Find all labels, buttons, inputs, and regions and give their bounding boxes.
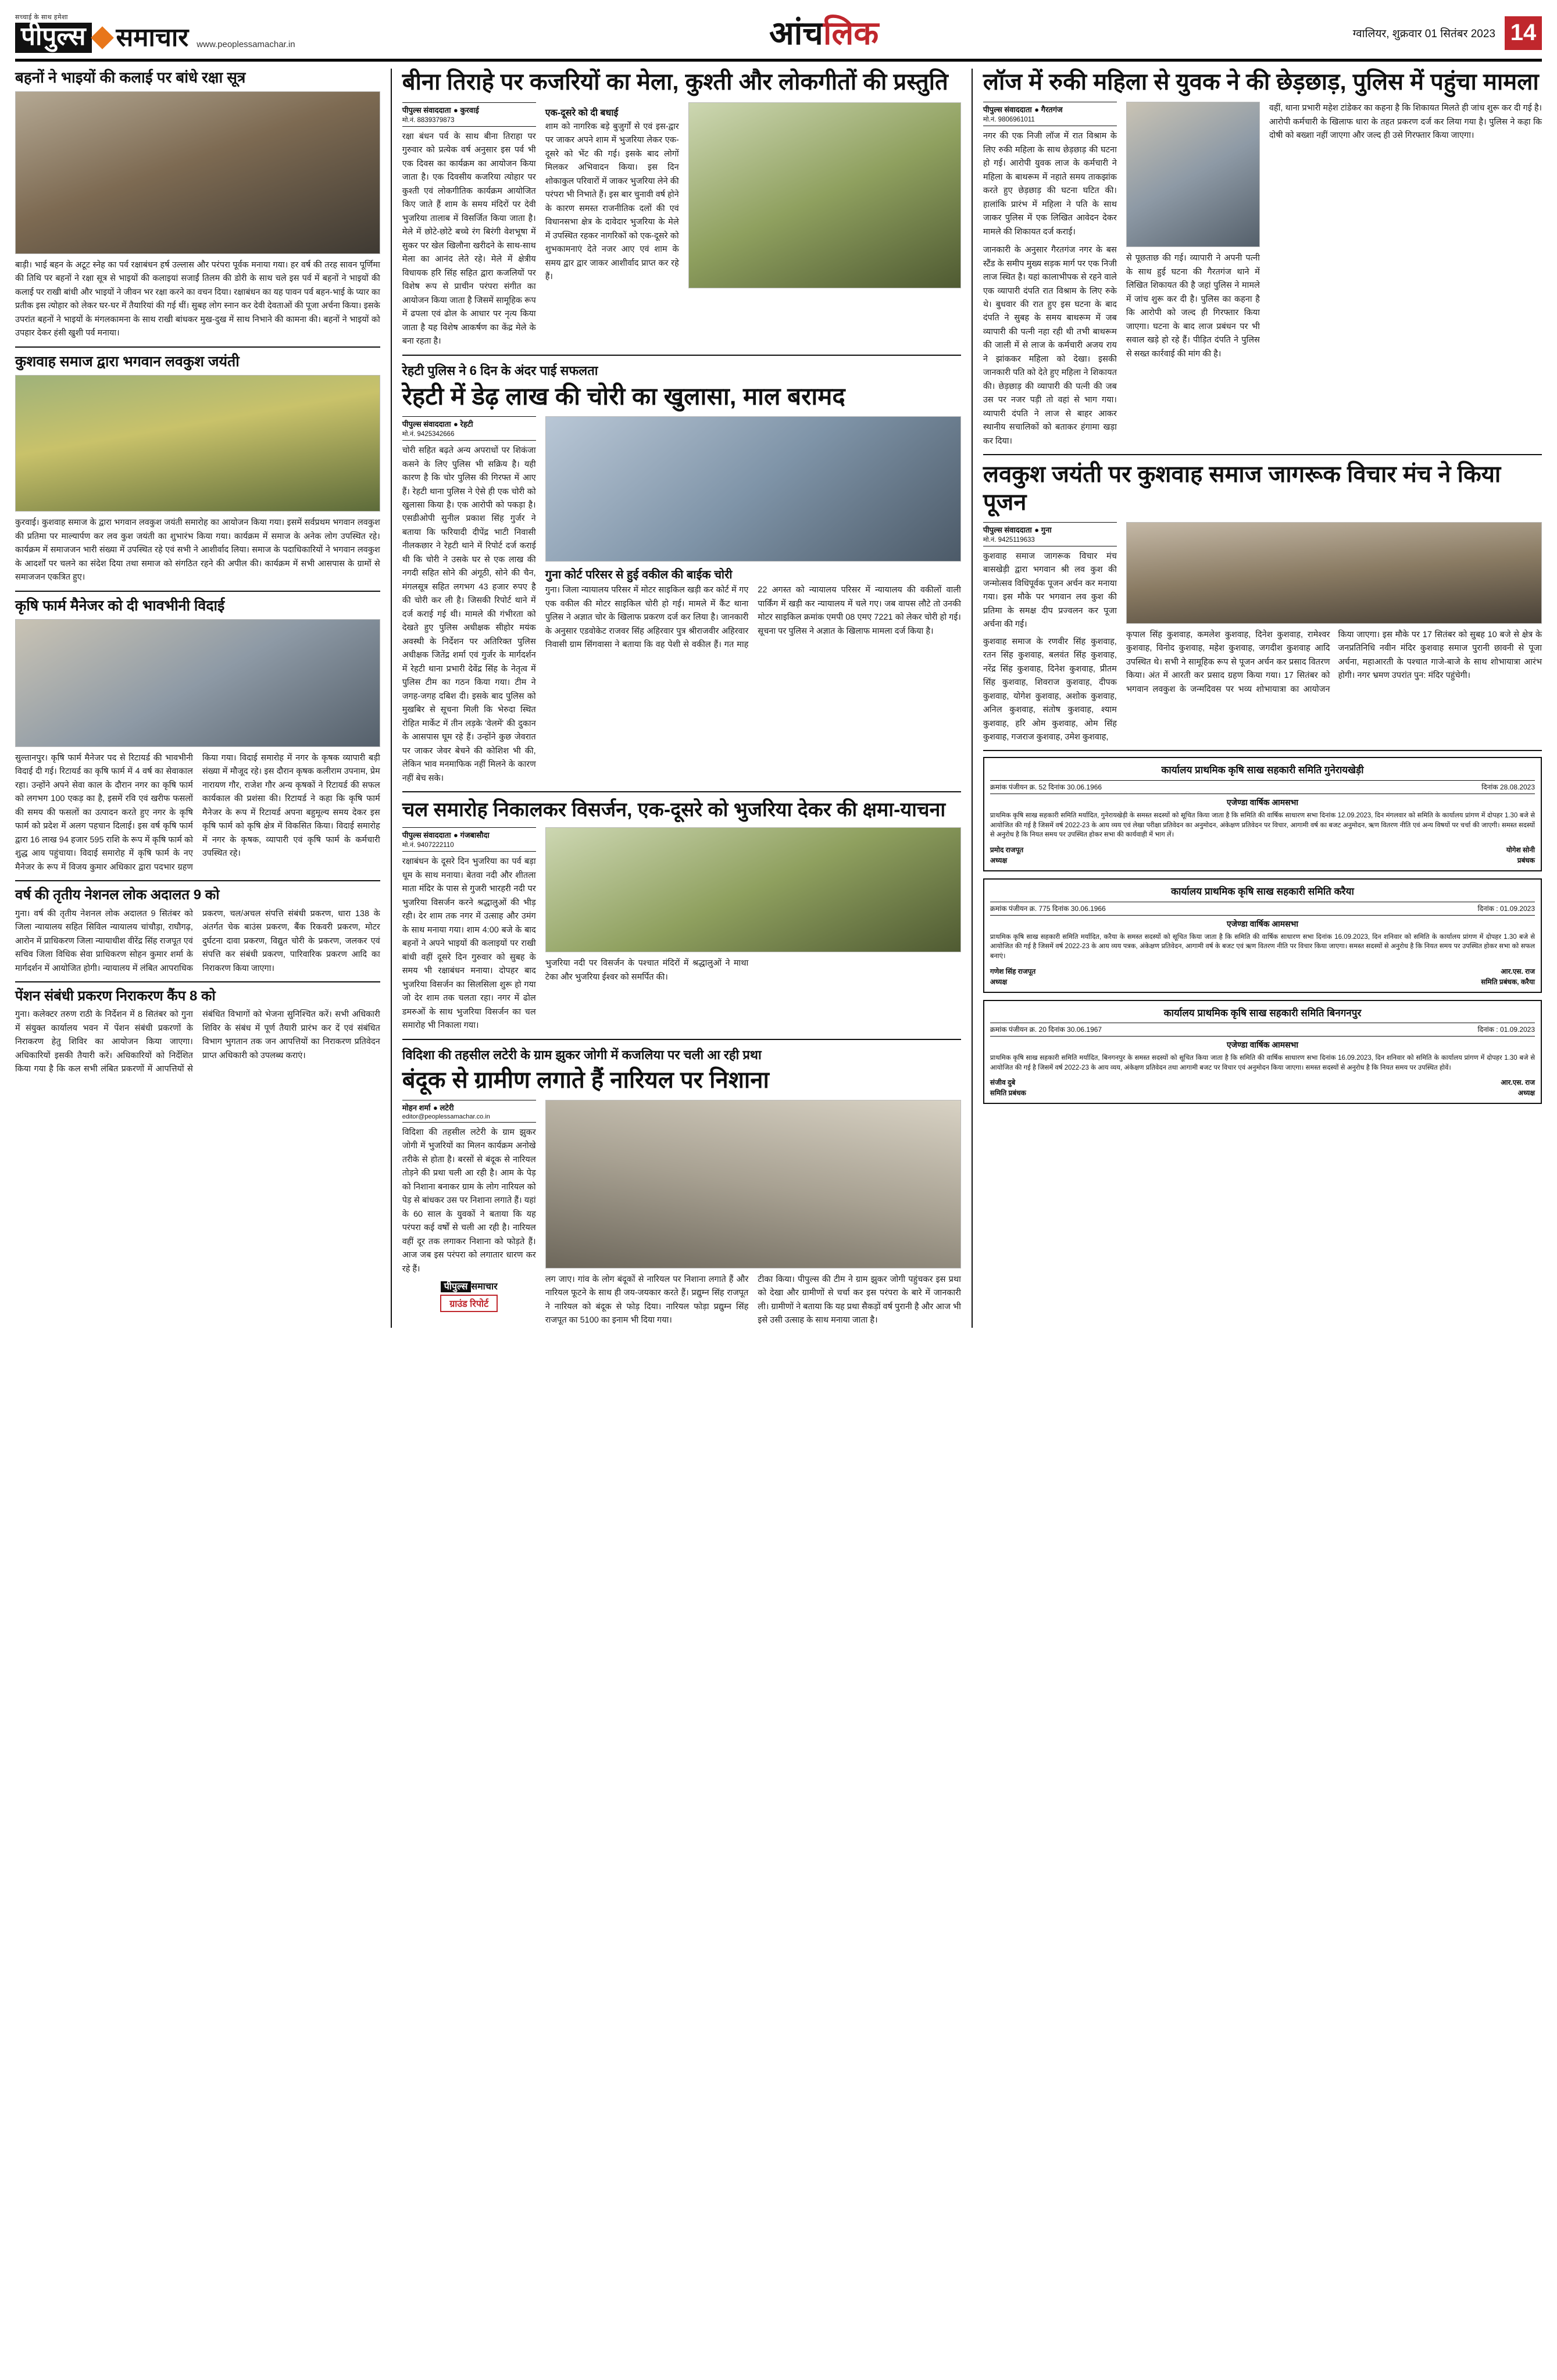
article-kajri-body2: शाम को नागरिक बड़े बुजुर्गों से एवं इस-द्वार पर जाकर अपने शाम में भुजरिया लेकर एक-दूसरे को भेंट की गई। इसके बाद लोगों मिलकर अभिवादन किया। इस दिन शोकाकुल परिवारों में जाकर भुजरिया लेने की परंपरा भी निभाते हैं। इस बार चुनावी वर्ष होने के कारण समस्त राजनीतिक दलों की एवं विधानसभा क्षेत्र के दावेदार भुजरिया के मेले में उपस्थित रहकर नागरिकों को एक-दूसरे को शुभकामनाएं देते नजर आए एवं शाम के समय द्वार द्वार जाकर आशीर्वाद प्राप्त कर रहे हैं।	[545, 122, 679, 282]
article-pension-camp-headline: पेंशन संबंधी प्रकरण निराकरण कैंप 8 को	[15, 988, 216, 1005]
byline-mobile: मो.नं. 8839379873	[402, 117, 455, 124]
section-title-part1: आंच	[769, 14, 823, 51]
byline-mobile: मो.नं. 9425342666	[402, 431, 455, 438]
article-coconut-kicker: विदिशा की तहसील लटेरी के ग्राम झुकर जोगी में कजलिया पर चली आ रही प्रथा	[402, 1047, 762, 1062]
article-lodge-photo	[1126, 102, 1260, 247]
article-coconut-photo	[545, 1100, 961, 1268]
article-kajri-col1	[402, 102, 536, 349]
masthead-right	[1353, 16, 1542, 50]
article-lodge-harassment	[983, 69, 1542, 448]
ad-sign-name-1: गणेश सिंह राजपूत	[990, 967, 1036, 975]
article-rehti-sub: गुना कोर्ट परिसर से हुई वकील की बाईक चोरी	[545, 569, 733, 582]
ad-sign-role-1: अध्यक्ष	[990, 977, 1008, 986]
masthead-tagline: सच्चाई के साथ हमेशा	[15, 14, 68, 21]
article-visarjan-body1: रक्षाबंधन के दूसरे दिन भुजरिया का पर्व बड़ा धूम के साथ मनाया। बेतवा नदी और शीतला माता मंदिर के पास से गुजरी भारहरी नदी पर भुजरिया विसर्जन करने श्रद्धालुओं की भीड़ रही। देर शाम तक नगर में उत्साह और उमंग के साथ मनाया गया। शाम 4:00 बजे के बाद बहनों ने अपने भाइयों की कलाइयों पर राखी बांधी वहीं दूसरे दिन गुरुवार को सुबह के समय भी रक्षाबंधन मनाया। दोपहर बाद भुजरिया विसर्जन का सिलसिला शुरू हो गया जो देर शाम तक चलता रहा। नगर में ढोल डमरुओं के साथ भुजरिया विसर्जन का चल समारोह भी निकाला गया।	[402, 857, 536, 1031]
column-center	[402, 69, 961, 1328]
byline-name: पीपुल्स संवाददाता	[402, 106, 451, 115]
article-visarjan	[402, 798, 961, 1032]
ad-registration: क्रमांक पंजीयन क्र. 52 दिनांक 30.06.1966	[990, 782, 1102, 791]
article-visarjan-body2: भुजरिया नदी पर विसर्जन के पश्चात मंदिरों में श्रद्धालुओं ने माथा टेका और भुजरिया ईश्वर को समर्पित की।	[545, 959, 749, 982]
ad-sign-name-1: संजीव दुबे	[990, 1078, 1016, 1087]
article-coconut-body2: लग जाए। गांव के लोग बंदूकों से नारियल पर निशाना लगाते हैं और नारियल फूटने के साथ ही जय-जयकार करते हैं। प्रद्युम्न सिंह राजपूत ने नारियल को बंदूक से फोड़ दिया। नारियल फोड़ा प्रद्युम्न सिंह राजपूत का 5100 का इनाम भी दिया गया।	[545, 1274, 749, 1325]
reporter-place: लटेरी	[440, 1103, 454, 1112]
ad-sign-role-2: समिति प्रबंधक, करैया	[1481, 977, 1535, 986]
article-kajri-headline: बीना तिराहे पर कजरियों का मेला, कुश्ती और लोकगीतों की प्रस्तुति	[402, 69, 948, 95]
byline-place: कुरवाई	[460, 106, 479, 115]
publication-logo	[15, 13, 188, 53]
byline-name: पीपुल्स संवाददाता	[402, 420, 451, 429]
article-rehti-col1	[402, 416, 536, 785]
article-rehti-body2: गुना। जिला न्यायालय परिसर में मोटर साइकिल खड़ी कर कोर्ट में गए एक वकील की मोटर साइकिल चोरी हो गई। मामले में कैंट थाना पुलिस ने अज्ञात चोर के खिलाफ प्रकरण दर्ज कर लिया है। जानकारी के अनुसार एडवोकेट राजवर सिंह अहिरवार पुत्र श्रीराजवीर अहिरवार निवासी ग्राम सिंगवासा ने बताया कि वह पेशी से वकील हैं। गत माह 22 अगस्त को न्यायालय परिसर में न्यायालय की वकीलों वाली पार्किंग में खड़ी कर न्यायालय में चले गए। जब वापस लौटे तो उनकी मोटर साइकिल क्रमांक एमपी 08 एमए 7221 को लेकर चोरी हो गई। सूचना पर पुलिस ने अज्ञात के खिलाफ मामला दर्ज किया है।	[545, 585, 961, 649]
article-lavkush-byline: पीपुल्स संवाददाता ● गुना मो.नं. 9425119633	[983, 522, 1117, 546]
brand-diamond-icon	[91, 26, 114, 49]
article-lavkush-columns	[983, 522, 1542, 745]
article-kajri-photo-wrap	[688, 102, 961, 349]
article-lok-adalat-headline: वर्ष की तृतीय नेशनल लोक अदालत 9 को	[15, 887, 220, 903]
article-visarjan-col1	[402, 827, 536, 1032]
article-coconut-right	[545, 1100, 961, 1328]
byline-mobile: मो.नं. 9425119633	[983, 536, 1035, 544]
ad-sign-role-2: अध्यक्ष	[1517, 1089, 1535, 1098]
article-rakhi-body: बाड़ी। भाई बहन के अटूट स्नेह का पर्व रक्षाबंधन हर्ष उल्लास और परंपरा पूर्वक मनाया गया। हर वर्ष की तरह सावन पूर्णिमा की तिथि पर बहनों ने रक्षा सूत्र से भाइयों की कलाइयां सजाईं तिलम की डोरी के साथ चले इस पर्व में बहनों ने भाइयों की कलाई पर राखी बांधी और भाइयों ने जीवन भर रक्षा करने का वचन दिया। रक्षाबंधन का यह पावन पर्व बहन-भाई के प्यार का प्रतीक इस त्योहार को लेकर घर-घर में तैयारियां की गई थीं। सुबह लोग स्नान कर देवी देवताओं की पूजा अर्चना किया। इसके उपरांत बहनों ने भाइयों के मंगलकामना के साथ राखी बांधकर मुख-दुख में साथ निभाने की कामना की। बहनों ने भाइयों को उपहार देकर हंसी खुशी पर्व मनाया।	[15, 260, 380, 338]
article-farm-manager-body: सुल्तानपुर। कृषि फार्म मैनेजर पद से रिटायर्ड की भावभीनी विदाई दी गई। रिटायर्ड का कृषि फार्म में 4 वर्ष का सेवाकाल रहा। उन्होंने अपने सेवा काल के दौरान नगर का कृषि फार्म को लगभग 100 एकड़ का है, इसमें रवि एवं खरीफ फसलों की समय की फसलों का उत्पादन करते हुए नगर के कृषि फार्म को प्रदेश में अलग पहचान दिलाई। इस वर्ष कृषि फार्म द्वारा 16 लाख 94 हजार 595 राशि के रूप में कृषि फार्म को शुद्ध आय पहुंचाया। विदाई समारोह में कृषि फार्म के नए मैनेजर के रूप में विजय कुमार अधिकार द्वारा पदभार ग्रहण किया गया। विदाई समारोह में नगर के कृषक व्यापारी बड़ी संख्या में मौजूद रहे। इस दौरान कृषक कलीराम उपनाम, प्रेम नारायण गौर, राजेश गौर अन्य कृषकों ने रिटायर्ड की सफल कार्यकाल की प्रशंसा की। रिटायर्ड ने कहा कि कृषि फार्म मैनेजर के रूप में रिटायर्ड अपना बहुमूल्य समय देकर इस कृषि फार्म को कृषि क्षेत्र में विकसित किया। विदाई समारोह में नगर के कृषक, व्यापारी एवं कृषि फार्म के कर्मचारी उपस्थित रहे।	[15, 753, 380, 872]
article-lodge-body2: जानकारी के अनुसार गैरतगंज नगर के बस स्टैंड के समीप मुख्य सड़क मार्ग पर एक निजी लाज स्थित है। यहां कालाभीपक से रहने वाले एक व्यापारी दंपति रात विश्राम के लिए रुके थे। बुधवार की रात हुए इस घटना के बाद दंपति ने सुबह के समय बाथरूम में जब व्यापारी की पत्नी नहा रही थी तभी बाथरूम की जाली में से लाज के कर्मचारी अजय राय ने झांककर महिला को देखा। इसकी जानकारी पति को देते हुए महिला ने शिकायत की। छेड़छाड़ की व्यापारी की पत्नी की जब उस पर नजर पड़ी तो वहां से भाग गया। व्यापारी दंपति ने लाज से बाहर आकर स्थानीय सचालिकों को बताकर हंगामा खड़ा कर दिया।	[983, 245, 1117, 446]
article-rehti-headline: रेहटी में डेढ़ लाख की चोरी का खुलासा, माल बरामद	[402, 382, 845, 410]
ad-sign-role-2: प्रबंधक	[1517, 856, 1535, 864]
article-kushwah-jayanti	[15, 353, 380, 585]
column-divider-2	[972, 69, 973, 1328]
article-kajri-sub1: एक-दूसरे को दी बधाई	[545, 108, 619, 118]
ground-report-badge	[402, 1280, 536, 1312]
byline-place: गुना	[1041, 525, 1052, 534]
reporter-name: मोहन शर्मा	[402, 1103, 431, 1112]
brand-samachar: समाचार	[116, 23, 189, 52]
article-visarjan-byline: पीपुल्स संवाददाता ● गंजबासौदा मो.नं. 9407222110	[402, 827, 536, 852]
ad-sign-role-1: समिति प्रबंधक	[990, 1089, 1026, 1098]
article-coconut-headline: बंदूक से ग्रामीण लगाते हैं नारियल पर निशाना	[402, 1067, 769, 1093]
article-coconut-body1: विदिशा की तहसील लटेरी के ग्राम झुकर जोगी में भुजरियों का मिलन कार्यक्रम अनोखे तरीके से होता है। बरसों से बंदूक से नारियल तोड़ने की प्रथा चली आ रही है। आम के पेड़ को निशाना बनाकर ग्राम के लोग नारियल को पेड़ से बांधकर उस पर निशाना लगाते हैं। यहां के 60 साल के युवकों ने बताया कि यह परंपरा कई वर्षों से चली आ रही है। नारियल वहीं दूर तक लगाकर निशाना को फोड़ते हैं। आज जब इस परंपरा को लगातार धारण कर रहे हैं।	[402, 1127, 536, 1274]
ad-title: कार्यालय प्राथमिक कृषि साख सहकारी समिति करैया	[1171, 886, 1354, 897]
ad-date: दिनांक : 01.09.2023	[1477, 1025, 1535, 1034]
article-lavkush-photo	[1126, 522, 1542, 624]
article-rehti-right	[545, 416, 961, 785]
article-visarjan-right	[545, 827, 961, 1032]
article-kajri-columns	[402, 102, 961, 349]
ad-date: दिनांक : 01.09.2023	[1477, 904, 1535, 913]
article-lavkush-col1	[983, 522, 1117, 745]
article-lavkush-pujan	[983, 461, 1542, 744]
article-visarjan-columns	[402, 827, 961, 1032]
article-rehti-theft	[402, 362, 961, 785]
article-coconut-gun	[402, 1046, 961, 1328]
page-content	[15, 69, 1542, 1328]
ad-sign-name-2: आर.एस. राज	[1501, 1078, 1535, 1087]
masthead-left	[15, 13, 295, 53]
article-farm-manager-headline: कृषि फार्म मैनेजर को दी भावभीनी विदाई	[15, 597, 225, 614]
article-lodge-headline: लॉज में रुकी महिला से युवक ने की छेड़छाड़, पुलिस में पहुंचा मामला	[983, 69, 1539, 95]
article-lok-adalat-body: गुना। वर्ष की तृतीय नेशनल लोक अदालत 9 सितंबर को जिला न्यायालय सहित सिविल न्यायालय चांचौड़ा, राघौगढ़, आरोन में प्राधिकरण जिला न्यायाधीश वीरेंद्र सिंह राजपूत एवं सचिव जिला विधिक सेवा प्राधिकरण सोहन कुमार शर्मा के मार्गदर्शन में आयोजित होगी। न्यायालय में लंबित आपराधिक प्रकरण, चल/अचल संपत्ति संबंधी प्रकरण, धारा 138 के अंतर्गत चेक बाउंस प्रकरण, बैंक रिकवरी प्रकरण, मोटर दुर्घटना दावा प्रकरण, विद्युत चोरी के प्रकरण, जलकर एवं संपत्ति कर संबंधी प्रकरण, पारिवारिक प्रकरण आदि का निराकरण किया जाएगा।	[15, 909, 380, 973]
edition-date: ग्वालियर, शुक्रवार 01 सितंबर 2023	[1352, 27, 1495, 40]
article-visarjan-photo	[545, 827, 961, 952]
article-lodge-columns	[983, 102, 1542, 448]
article-pension-camp	[15, 988, 380, 1077]
masthead	[15, 13, 1542, 62]
ad-subtitle: एजेण्डा वार्षिक आमसभा	[1226, 1040, 1299, 1050]
byline-name: पीपुल्स संवाददाता	[983, 105, 1032, 115]
ad-date: दिनांक 28.08.2023	[1481, 782, 1535, 791]
article-visarjan-headline: चल समारोह निकालकर विसर्जन, एक-दूसरे को भुजरिया देकर की क्षमा-याचना	[402, 799, 946, 821]
ad-registration: क्रमांक पंजीयन क्र. 20 दिनांक 30.06.1967	[990, 1025, 1102, 1034]
article-kushwah-body: कुरवाई। कुशवाह समाज के द्वारा भगवान लवकुश जयंती समारोह का आयोजन किया गया। इसमें सर्वप्रथम भगवान लवकुश की प्रतिमा पर माल्यार्पण कर लव कुश जयंती का शुभारंभ किया गया। कार्यक्रम में समाज के अनेक लोग उपस्थित रहे। कार्यक्रम में समाजजन भारी संख्या में उपस्थित रहे एवं सभी ने आशीर्वाद लिया। समाज के पदाधिकारियों ने भगवान लवकुश के आदर्शों पर चलने का संदेश दिया तथा समाज को संगठित रहने की अपील की। कार्यक्रम में सभी आसपास के ग्रामों से समाजजन एकत्रित हुए।	[15, 518, 380, 583]
section-title-part2: लिक	[823, 14, 879, 51]
ad-samiti-gunerayakhedi	[983, 757, 1542, 871]
ad-sign-role-1: अध्यक्ष	[990, 856, 1008, 864]
ad-sign-name-1: प्रमोद राजपूत	[990, 846, 1024, 854]
website-url: www.peoplessamachar.in	[197, 40, 295, 49]
ad-title: कार्यालय प्राथमिक कृषि साख सहकारी समिति बिनगनपुर	[1163, 1007, 1362, 1019]
article-rakhi-photo	[15, 91, 380, 254]
article-rehti-photo	[545, 416, 961, 562]
article-pension-camp-body: गुना। कलेक्टर तरुण राठी के निर्देशन में 8 सितंबर को गुना में संयुक्त कार्यालय भवन में पेंशन संबंधी प्रकरणों के निराकरण हेतु शिविर का आयोजन किया जाएगा। अधिकारियों इसकी तैयारी करें। अधिकारियों को निर्देशित किया गया है कि कल सभी लंबित प्रकरणों में आपत्तियों से संबंधित विभागों को भेजना सुनिश्चित करें। सभी अधिकारी शिविर के संबंध में पूर्ण तैयारी प्रारंभ कर दें एवं संबंधित विभाग भुगतान तक जन आपत्तियों का निराकरण प्रतिवेदन प्राप्त अधिकारी को उपलब्ध कराएं।	[15, 1010, 380, 1074]
article-farm-manager-photo	[15, 619, 380, 747]
article-rehti-body1: चोरी सहित बढ़ते अन्य अपराधों पर शिकंजा कसने के लिए पुलिस भी सक्रिय है। यही कारण है कि चोर पुलिस की गिरफ्त में आए हैं। रेहटी थाना पुलिस ने ऐसे ही एक चोरी को खुलासा किया है। एक आरोपी को पकड़ा है। एसडीओपी सुनील प्रकाश सिंह गुर्जर ने बताया कि फरियादी दीपेंद्र भाटी निवासी नीलकछार ने रेहटी थाने में रिपोर्ट दर्ज कराई थी कि चोरी ने उसके घर से एक लाख की नगदी सहित सोने की अंगूठी, सोने की चैन, मंगलसूत्र सहित लगभग 43 हजार रुपए है की चोरी कर ली है। जिसकी रिपोर्ट थाने में दर्ज कराई गई थी। मामले की गंभीरता को देखते हुए पुलिस अधीक्षक सीहोर मयंक अवस्थी के निर्देशन पर अतिरिक्त पुलिस अधीक्षक जितेंद्र शर्मा एवं गुर्जर के मार्गदर्शन में रेहटी थाना प्रभारी देवेंद्र सिंह के नेतृत्व में पुलिस टीम का गठन किया गया। टीम ने जगह-जगह दबिश दी। इसके बाद पुलिस को मुखबिर से सूचना मिली कि भेरुदा स्थित रोहित मार्केट में तीन लड़के 'वेलमें' की दुकान के आसपास घूम रहे हैं। उन्होंने कुछ जेवरात पर जाकर जेवर बेचने की कोशिश भी की, लेकिन भाव मनमाफिक नहीं मिलने के कारण नहीं बेच सके।	[402, 446, 536, 783]
ad-body: प्राथमिक कृषि साख सहकारी समिति मर्यादित, गुनेरायखेड़ी के समस्त सदस्यों को सूचित किया जाता है कि समिति की वार्षिक साधारण सभा दिनांक 12.09.2023, दिन मंगलवार को समिति के कार्यालय प्रांगण में दोपहर 1.30 बजे से आयोजित की गई है जिसमें वर्ष 2022-23 के आय व्यय एवं लेखा परीक्षा प्रतिवेदन का अनुमोदन, अंकेक्षण प्रतिवेदन पर विचार, आगामी वर्ष का बजट अनुमोदन, ऋण वितरण नीति एवं अन्य विषयों पर चर्चा की जाएगी। समस्त सदस्यों से अनुरोध है कि नियत समय पर उपस्थित होकर सभा की कार्यवाही में भाग लें।	[990, 812, 1535, 839]
article-kajri-photo	[688, 102, 961, 288]
byline-name: पीपुल्स संवाददाता	[402, 831, 451, 840]
article-lodge-col3	[1269, 102, 1542, 448]
ad-title: कार्यालय प्राथमिक कृषि साख सहकारी समिति गुनेरायखेड़ी	[1161, 764, 1364, 776]
article-lodge-body4: वहीं, थाना प्रभारी महेश टांडेकर का कहना है कि शिकायत मिलते ही जांच शुरू कर दी गई है। आरोपी कर्मचारी के खिलाफ धारा के तहत प्रकरण दर्ज कर लिया गया है। पुलिस ने कहा कि दोषी को बख्शा नहीं जाएगा और जल्द ही उसे गिरफ्तार किया जाएगा।	[1269, 103, 1542, 141]
byline-name: पीपुल्स संवाददाता	[983, 525, 1032, 534]
article-lodge-byline: पीपुल्स संवाददाता ● गैरतगंज मो.नं. 9806961011	[983, 102, 1117, 126]
column-left	[15, 69, 380, 1328]
ad-subtitle: एजेण्डा वार्षिक आमसभा	[1226, 919, 1299, 928]
badge-ground-report: ग्राउंड रिपोर्ट	[440, 1295, 498, 1312]
article-kushwah-photo	[15, 375, 380, 512]
ad-subtitle: एजेण्डा वार्षिक आमसभा	[1226, 797, 1299, 807]
classified-ads	[983, 757, 1542, 1111]
badge-brand-samachar: समाचार	[471, 1282, 498, 1292]
article-kushwah-headline: कुशवाह समाज द्वारा भगवान लवकुश जयंती	[15, 353, 240, 370]
reporter-email: editor@peoplessamachar.co.in	[402, 1113, 490, 1120]
article-coconut-col1	[402, 1100, 536, 1328]
article-lok-adalat	[15, 887, 380, 975]
ad-samiti-karaiya	[983, 878, 1542, 993]
page-number: 14	[1505, 16, 1542, 50]
article-coconut-columns	[402, 1100, 961, 1328]
article-lodge-col2	[1126, 102, 1260, 448]
article-lodge-body3: से पूछताछ की गई। व्यापारी ने अपनी पत्नी के साथ हुई घटना की गैरतगंज थाने में लिखित शिकायत की है जहां पुलिस ने मामले में जांच शुरू कर दी है। पुलिस का कहना है कि आरोपी को जल्द ही गिरफ्तार किया जाएगा। घटना के बाद लाज प्रबंधन पर भी सवाल खड़े हो रहे हैं। पीड़ित दंपति ने पुलिस से सख्त कार्रवाई की मांग की है।	[1126, 253, 1260, 359]
article-kajri-body1: रक्षा बंधन पर्व के साथ बीना तिराहा पर गुरुवार को प्रत्येक वर्ष अनुसार इस पर्व भी एक दिवस का कार्यक्रम का आयोजन किया जाता है। एक दिवसीय कजरिया त्योहार पर कुश्ती एवं लोकगीतिक कार्यक्रम आयोजित किए जाते हैं शाम के समय मंदिरों पर देवी भुजरिया तालाब में विसर्जित किया जाता है। मेले में छोटे-छोटे बच्चे रंग बिरंगी वेशभूषा में सुकर पर खेल खिलौना खरीदने के साथ-साथ मेला का आनंद लेते रहे। मेले में क्षेत्रीय विधायक हरि सिंह सहित द्वारा कजलियों पर विशेष रूप से प्राचीन परंपरा संगीत का आयोजन किया जाता है जिसमें सामूहिक रूप में ढपला एवं ढोल के आधार पर नृत्य किया जाता है यह विशेष आकर्षण का केंद्र मेले के बना रहता है।	[402, 132, 536, 346]
article-lavkush-names2: कृपाल सिंह कुशवाह, कमलेश कुशवाह, दिनेश कुशवाह, रामेश्वर कुशवाह, विनोद कुशवाह, महेश कुशवाह, जगदीश कुशवाह आदि उपस्थित थे। सभी ने सामूहिक रूप से पूजन अर्चन कर प्रसाद वितरण किया। अंत में आरती कर प्रसाद ग्रहण किया गया। 17 सितंबर को भगवान लवकुश के जन्मदिवस पर भव्य शोभायात्रा का आयोजन किया जाएगा। इस मौके पर 17 सितंबर को सुबह 10 बजे से क्षेत्र के जनप्रतिनिधि नवीन मंदिर कुशवाह समाज पुरानी छावनी से पूजा अर्चना, महाआरती के पश्चात गाजे-बाजे के साथ शोभायात्रा आरंभ होगी। नगर भ्रमण उपरांत पुन: मंदिर पहुंचेगी।	[1126, 630, 1542, 694]
article-farm-manager	[15, 598, 380, 875]
ad-body: प्राथमिक कृषि साख सहकारी समिति मर्यादित, करैया के समस्त सदस्यों को सूचित किया जाता है कि समिति की वार्षिक साधारण सभा दिनांक 16.09.2023, दिन शनिवार को समिति के कार्यालय प्रांगण में दोपहर 1.30 बजे से आयोजित की गई है जिसमें वर्ष 2022-23 के आय व्यय पत्रक, अंकेक्षण प्रतिवेदन, आगामी वर्ष के बजट एवं ऋण वितरण नीति पर विचार किया जाएगा। समस्त सदस्यों से अनुरोध है कि नियत समय पर उपस्थित होकर सभा को सफल बनाएं।	[990, 933, 1535, 960]
article-coconut-byline: मोहन शर्मा ● लटेरी editor@peoplessamachar.co.in	[402, 1100, 536, 1123]
byline-mobile: मो.नं. 9407222110	[402, 842, 454, 849]
ad-body: प्राथमिक कृषि साख सहकारी समिति मर्यादित, बिनगनपुर के समस्त सदस्यों को सूचित किया जाता है कि समिति की वार्षिक साधारण सभा दिनांक 16.09.2023, दिन शनिवार को समिति के कार्यालय प्रांगण में दोपहर 1.30 बजे से आयोजित की गई है जिसमें वर्ष 2022-23 के आय व्यय, अंकेक्षण प्रतिवेदन तथा आगामी बजट पर विचार एवं अनुमोदन किया जाएगा। समस्त सदस्यों से अनुरोध है कि नियत समय पर उपस्थित होवें।	[990, 1055, 1535, 1071]
badge-brand-peoples: पीपुल्स	[441, 1281, 472, 1292]
article-kajri-col2	[545, 102, 679, 349]
ad-samiti-binganpur	[983, 1000, 1542, 1105]
article-lodge-body1: नगर की एक निजी लॉज में रात विश्राम के लिए रुकी महिला के साथ छेड़छाड़ की घटना हो गई। आरोपी युवक लाज के कर्मचारी ने महिला के बाथरूम में नहाते समय ताकझांक करते हुए छेड़छाड़ की घटना घटित की। हालांकि प्रारंभ में महिला ने पति के साथ जाकर पुलिस में एक लिखित आवेदन देकर मामले की शिकायत दर्ज कराई।	[983, 131, 1117, 237]
article-rehti-byline: पीपुल्स संवाददाता ● रेहटी मो.नं. 9425342666	[402, 416, 536, 441]
article-lavkush-names1: कुशवाह समाज के रणवीर सिंह कुशवाह, रतन सिंह कुशवाह, बलवंत सिंह कुशवाह, नरेंद्र सिंह कुशवाह, दिनेश कुशवाह, प्रीतम सिंह कुशवाह, शिवराज कुशवाह, दीपक कुशवाह, योगेश कुशवाह, अशोक कुशवाह, अनिल कुशवाह, संतोष कुशवाह, श्याम कुशवाह, हरि ओम कुशवाह, ओम सिंह कुशवाह, गजराज कुशवाह, उमेश कुशवाह,	[983, 637, 1117, 742]
article-rehti-columns	[402, 416, 961, 785]
byline-mobile: मो.नं. 9806961011	[983, 116, 1035, 124]
article-kajri-byline: पीपुल्स संवाददाता ● कुरवाई मो.नं. 8839379873	[402, 102, 536, 127]
column-divider-1	[391, 69, 392, 1328]
column-right	[983, 69, 1542, 1328]
brand-peoples: पीपुल्स	[15, 23, 92, 53]
ad-sign-name-2: आर.एस. राज	[1501, 967, 1535, 975]
article-lavkush-right	[1126, 522, 1542, 745]
article-lodge-col1	[983, 102, 1117, 448]
article-lavkush-headline: लवकुश जयंती पर कुशवाह समाज जागरूक विचार मंच ने किया पूजन	[983, 462, 1501, 515]
article-coconut-body3: टीका किया। पीपुल्स की टीम ने ग्राम झुकर जोगी पहुंचकर इस प्रथा को देखा और ग्रामीणों से चर्चा कर इस परंपरा के बारे में जानकारी ली। ग्रामीणों ने बताया कि यह प्रथा सैकड़ों वर्ष पुरानी है और आज भी इसे उसी उत्साह के साथ मनाया जाता है।	[758, 1274, 961, 1325]
byline-place: गैरतगंज	[1041, 105, 1063, 115]
article-rakhi-headline: बहनों ने भाइयों की कलाई पर बांधे रक्षा सूत्र	[15, 69, 246, 86]
section-title	[769, 14, 879, 51]
article-kajri-mela	[402, 69, 961, 349]
byline-place: रेहटी	[460, 420, 473, 429]
ad-registration: क्रमांक पंजीयन क्र. 775 दिनांक 30.06.1966	[990, 904, 1106, 913]
article-rakhi	[15, 69, 380, 341]
article-rehti-kicker: रेहटी पुलिस ने 6 दिन के अंदर पाई सफलता	[402, 363, 598, 378]
article-lavkush-body1: कुशवाह समाज जागरूक विचार मंच बासखेड़ी द्वारा भगवान श्री लव कुश की जन्मोत्सव विधिपूर्वक पूजन अर्चन कर मनाया गया। इस मौके पर भगवान लव कुश की प्रतिमा के समक्ष दीप प्रज्वलन कर पूजा अर्चना की गई।	[983, 551, 1117, 630]
ad-sign-name-2: योगेश सोनी	[1506, 846, 1535, 854]
byline-place: गंजबासौदा	[460, 831, 490, 840]
